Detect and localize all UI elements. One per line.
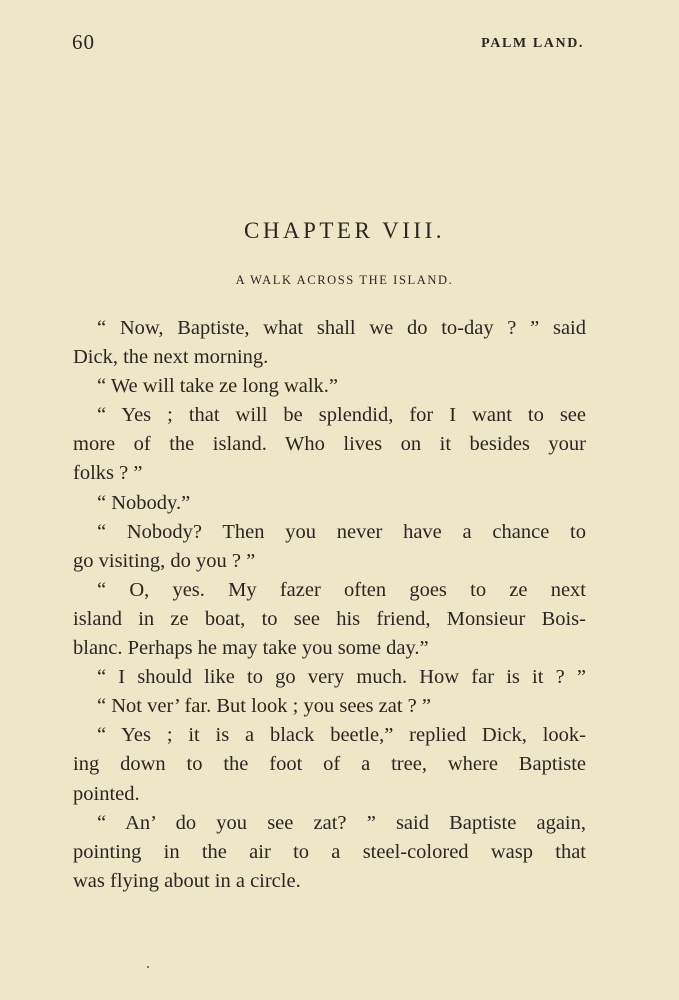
chapter-subtitle: A WALK ACROSS THE ISLAND.: [235, 273, 454, 287]
text-line: Dick, the next morning.: [73, 346, 269, 369]
text-line: “ Yes ; that will be splendid, for I want to see: [97, 404, 586, 427]
text-line: more of the island. Who lives on it besides your: [73, 433, 586, 456]
text-line: go visiting, do you ? ”: [73, 549, 256, 572]
paper-speck: [147, 966, 149, 968]
text-line: “ An’ do you see zat? ” said Baptiste again,: [97, 811, 586, 834]
page-number: 60: [72, 30, 95, 54]
text-line: “ Nobody.”: [97, 491, 191, 514]
text-line: folks ? ”: [73, 462, 143, 485]
text-line: “ I should like to go very much. How far is it ? ”: [97, 666, 586, 689]
text-line: pointing in the air to a steel-colored wasp that: [73, 840, 586, 863]
chapter-title: CHAPTER VIII.: [244, 218, 445, 243]
text-line: island in ze boat, to see his friend, Monsieur Bois-: [73, 607, 586, 630]
text-line: “ We will take ze long walk.”: [97, 375, 339, 398]
running-head: [72, 30, 584, 58]
text-line: “ Now, Baptiste, what shall we do to-day ? ” said: [97, 317, 586, 339]
text-line: was flying about in a circle.: [73, 869, 301, 892]
text-line: “ Nobody? Then you never have a chance to: [97, 520, 586, 543]
text-line: “ Not ver’ far. But look ; you sees zat ? ”: [97, 695, 431, 718]
text-line: blanc. Perhaps he may take you some day.”: [73, 637, 429, 660]
text-line: ing down to the foot of a tree, where Baptiste: [73, 753, 586, 776]
text-line: “ Yes ; it is a black beetle,” replied Dick, look-: [97, 724, 586, 747]
body-text: [73, 314, 586, 896]
text-line: pointed.: [73, 782, 140, 805]
running-title: PALM LAND.: [481, 36, 584, 51]
text-line: “ O, yes. My fazer often goes to ze next: [97, 578, 586, 601]
